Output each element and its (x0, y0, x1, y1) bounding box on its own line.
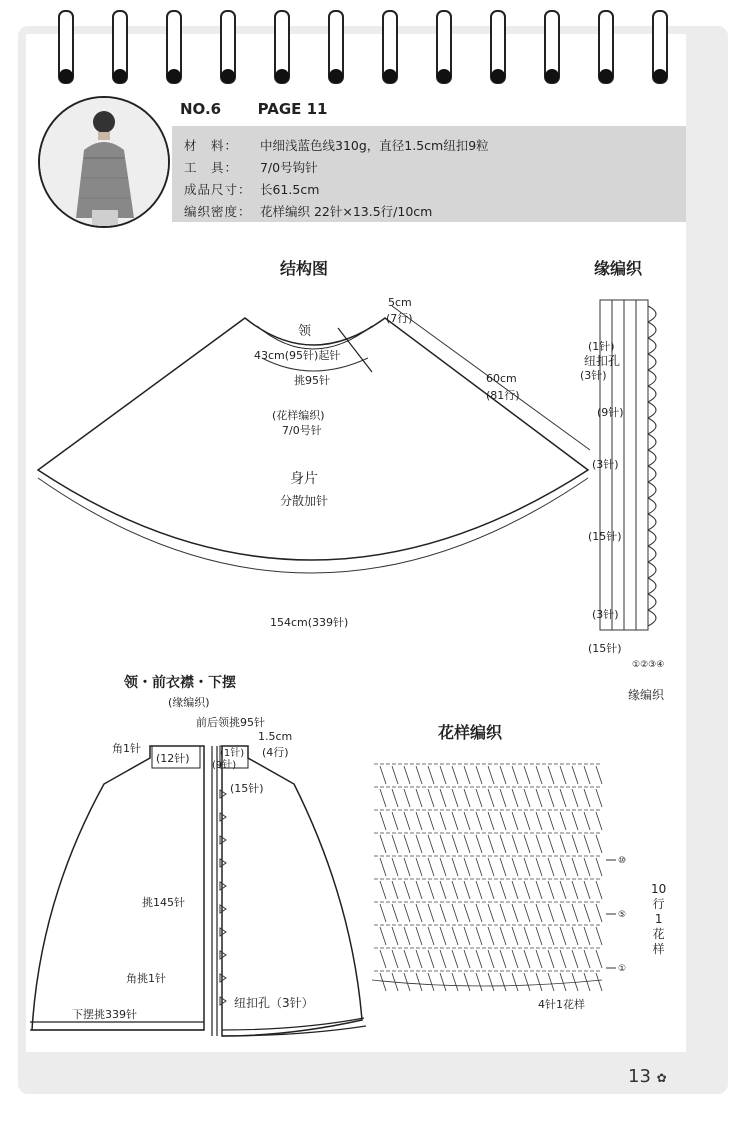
stitch (476, 950, 482, 968)
stitch (500, 789, 506, 807)
stitch (464, 927, 470, 945)
scallop (648, 418, 656, 434)
stitch (560, 927, 566, 945)
collar-9-label: (9针) (212, 760, 237, 771)
info-label: 编织密度： (184, 204, 252, 219)
stitch (392, 950, 398, 968)
stitch (488, 858, 494, 876)
side-dim-cm: 60cm (486, 372, 517, 385)
stitch (476, 858, 482, 876)
stitch (440, 812, 446, 830)
row-marker-10: ⑩ (618, 856, 627, 866)
front-outline (32, 746, 204, 1030)
stitch (404, 812, 410, 830)
stitch (404, 766, 410, 784)
stitch (440, 789, 446, 807)
page-number-text: 13 (628, 1066, 651, 1087)
stitch (560, 950, 566, 968)
scallop (648, 322, 656, 338)
stitch (464, 858, 470, 876)
side-dim-rows: (81行) (486, 389, 520, 402)
stitch (584, 812, 590, 830)
stitch (380, 789, 386, 807)
stitch (500, 766, 506, 784)
stitch (488, 881, 494, 899)
stitch (548, 812, 554, 830)
stitch (584, 927, 590, 945)
stitch (524, 927, 530, 945)
stitch (416, 973, 422, 991)
repeat-stitches-label: 4针1花样 (538, 998, 585, 1011)
stitch (572, 904, 578, 922)
edge-buttonhole-label: 纽扣孔 (584, 354, 621, 368)
stitch (500, 927, 506, 945)
edge-label-15b: (15针) (588, 642, 622, 655)
stitch (452, 927, 458, 945)
stitch (380, 927, 386, 945)
stitch (572, 835, 578, 853)
stitch (560, 858, 566, 876)
stitch (536, 927, 542, 945)
stitch (500, 881, 506, 899)
stitch (404, 858, 410, 876)
stitch (512, 973, 518, 991)
stitch (452, 789, 458, 807)
scallop (648, 514, 656, 530)
edge-label-3b: (3针) (592, 458, 619, 471)
stitch (536, 904, 542, 922)
stitch (476, 812, 482, 830)
stitch (584, 766, 590, 784)
scallop (648, 402, 656, 418)
stitch (452, 881, 458, 899)
stitch (452, 858, 458, 876)
stitch (416, 927, 422, 945)
stitch (500, 904, 506, 922)
stitch (404, 973, 410, 991)
stitch (440, 927, 446, 945)
front-buttonhole-label: 纽扣孔（3针） (234, 996, 314, 1010)
stitch (428, 973, 434, 991)
stitch (500, 812, 506, 830)
stitch (536, 789, 542, 807)
stitch (596, 835, 602, 853)
stitch (596, 766, 602, 784)
edge-bottom-label: 缘编织 (628, 688, 665, 702)
stitch (392, 835, 398, 853)
stitch (548, 904, 554, 922)
stitch (464, 789, 470, 807)
info-label: 工 具： (184, 160, 239, 175)
stitch (560, 904, 566, 922)
stitch (464, 950, 470, 968)
stitch (512, 904, 518, 922)
buttonhole (220, 813, 226, 821)
row-marker-5: ⑤ (618, 910, 627, 920)
stitch (500, 973, 506, 991)
stitch (572, 789, 578, 807)
stitch (380, 766, 386, 784)
stitch (440, 835, 446, 853)
stitch (536, 950, 542, 968)
buttonhole (220, 905, 226, 913)
buttonhole (220, 882, 226, 890)
stitch (536, 835, 542, 853)
stitch (392, 766, 398, 784)
scallop (648, 594, 656, 610)
stitch (416, 904, 422, 922)
stitch (524, 858, 530, 876)
stitch (512, 835, 518, 853)
stitch (380, 904, 386, 922)
stitch (560, 973, 566, 991)
stitch (452, 835, 458, 853)
edge-label-9: (9针) (597, 406, 624, 419)
stitch (440, 904, 446, 922)
info-label: 材 料： (184, 138, 239, 153)
info-value: 7/0号钩针 (259, 160, 318, 175)
stitch (428, 950, 434, 968)
stitch (488, 927, 494, 945)
stitch (548, 950, 554, 968)
stitch (572, 927, 578, 945)
stitch (476, 973, 482, 991)
stitch (584, 973, 590, 991)
flower-icon: ✿ (656, 1071, 667, 1085)
edge-label-1: (1针) (588, 340, 615, 353)
scallop (648, 306, 656, 322)
stitch (596, 789, 602, 807)
stitch (380, 858, 386, 876)
pick-front-back-label: 前后领挑95针 (196, 716, 265, 729)
edge-scallops (648, 306, 656, 626)
stitch (596, 950, 602, 968)
stitch (416, 858, 422, 876)
stitch (596, 812, 602, 830)
edge-label-3c: (3针) (592, 608, 619, 621)
hem-pick-label: 下摆挑339针 (72, 1008, 137, 1021)
buttonhole (220, 997, 226, 1005)
stitch (416, 881, 422, 899)
corner-pick-label: 角挑1针 (126, 972, 166, 985)
stitch (440, 950, 446, 968)
stitch (440, 766, 446, 784)
stitch (452, 766, 458, 784)
stitch (392, 812, 398, 830)
stitch (392, 858, 398, 876)
stitch (560, 766, 566, 784)
stitch (500, 858, 506, 876)
stitch (476, 904, 482, 922)
neck-dim-rows: (7行) (386, 312, 413, 325)
stitch (536, 812, 542, 830)
corner-label: 角1针 (112, 742, 141, 755)
body-label: 身片 (290, 471, 318, 487)
edge-title: 缘编织 (594, 259, 643, 278)
stitch (584, 881, 590, 899)
stitch (548, 881, 554, 899)
stitch (404, 927, 410, 945)
page-number (628, 1066, 667, 1087)
stitch (524, 812, 530, 830)
stitch (464, 835, 470, 853)
stitch (392, 904, 398, 922)
edge-row-numbers: ①②③④ (632, 660, 665, 670)
increase-label: 分散加针 (280, 494, 329, 508)
stitch (572, 766, 578, 784)
stitch (548, 789, 554, 807)
stitch (548, 973, 554, 991)
stitch (392, 881, 398, 899)
stitch (488, 904, 494, 922)
stitch (536, 858, 542, 876)
stitch (416, 950, 422, 968)
stitch (524, 973, 530, 991)
stitch (464, 904, 470, 922)
stitch (440, 973, 446, 991)
info-value: 中细浅蓝色线310g，直径1.5cm纽扣9粒 (259, 138, 489, 153)
scallop (648, 578, 656, 594)
stitch (428, 789, 434, 807)
stitch (512, 950, 518, 968)
stitch (512, 858, 518, 876)
stitch (476, 927, 482, 945)
scallop (648, 610, 656, 626)
stitch (572, 881, 578, 899)
stitch (488, 812, 494, 830)
front-title: 领・前衣襟・下摆 (124, 675, 236, 691)
edge-label-3a: (3针) (580, 369, 607, 382)
stitch (404, 789, 410, 807)
stitch (524, 904, 530, 922)
stitch (404, 950, 410, 968)
stitch (584, 904, 590, 922)
stitch (428, 904, 434, 922)
stitch (488, 789, 494, 807)
scallop (648, 466, 656, 482)
stitch (596, 858, 602, 876)
band-dim-rows: (4行) (262, 746, 289, 759)
stitch (428, 812, 434, 830)
stitch (428, 858, 434, 876)
scallop (648, 386, 656, 402)
stitch (512, 789, 518, 807)
buttonhole (220, 974, 226, 982)
stitch (464, 881, 470, 899)
stitch (464, 766, 470, 784)
stitch (488, 973, 494, 991)
stitch (560, 881, 566, 899)
stitch (488, 766, 494, 784)
stitch (524, 789, 530, 807)
scallop (648, 498, 656, 514)
stitch (416, 835, 422, 853)
scallop (648, 338, 656, 354)
stitch (392, 789, 398, 807)
scallop (648, 546, 656, 562)
page-reference: PAGE 11 (257, 100, 328, 118)
stitch (380, 881, 386, 899)
stitch (524, 881, 530, 899)
row-marker-1: ① (618, 964, 627, 974)
buttonhole (220, 928, 226, 936)
stitch (500, 950, 506, 968)
stitch (476, 789, 482, 807)
stitch (560, 812, 566, 830)
stitch (476, 766, 482, 784)
stitch (380, 835, 386, 853)
lace-stitch-chart (372, 764, 616, 991)
stitch (488, 835, 494, 853)
stitch (488, 950, 494, 968)
stitch (596, 881, 602, 899)
stitch (404, 904, 410, 922)
stitch (416, 812, 422, 830)
scallop (648, 434, 656, 450)
stitch (548, 766, 554, 784)
neck-dim-cm: 5cm (388, 296, 412, 309)
stitch (440, 881, 446, 899)
stitch (548, 835, 554, 853)
stitch (584, 858, 590, 876)
stitch (536, 881, 542, 899)
stitch (380, 973, 386, 991)
stitch (452, 950, 458, 968)
stitch (560, 835, 566, 853)
lace-title: 花样编织 (438, 723, 503, 742)
scallop (648, 482, 656, 498)
scallop (648, 530, 656, 546)
stitch (440, 858, 446, 876)
hook-note: 7/0号针 (282, 424, 322, 437)
stitch (512, 812, 518, 830)
stitch (404, 835, 410, 853)
stitch (584, 950, 590, 968)
pattern-number: NO.6 (180, 100, 222, 118)
stitch (452, 904, 458, 922)
stitch (452, 973, 458, 991)
stitch (536, 766, 542, 784)
info-value: 花样编织 22针×13.5行/10cm (259, 204, 433, 219)
stitch (572, 812, 578, 830)
stitch (416, 766, 422, 784)
pattern-note: (花样编织) (272, 409, 325, 422)
stitch (524, 950, 530, 968)
stitch (404, 881, 410, 899)
scallop (648, 370, 656, 386)
buttonhole (220, 859, 226, 867)
stitch (452, 812, 458, 830)
stitch (596, 973, 602, 991)
stitch (548, 927, 554, 945)
stitch (476, 881, 482, 899)
collar-1-label: (1针) (220, 748, 245, 759)
stitch (416, 789, 422, 807)
stitch (524, 835, 530, 853)
stitch (392, 927, 398, 945)
info-value: 长61.5cm (259, 182, 320, 197)
buttonhole (220, 790, 226, 798)
stitch (464, 812, 470, 830)
buttonhole (220, 951, 226, 959)
stitch (536, 973, 542, 991)
collar-12-label: (12针) (156, 752, 190, 765)
scallop (648, 354, 656, 370)
stitch (500, 835, 506, 853)
bottom-width-label: 154cm(339针) (270, 616, 349, 629)
stitch (380, 950, 386, 968)
stitch (572, 950, 578, 968)
scallop (648, 562, 656, 578)
neck-label: 领 (298, 324, 312, 339)
neck-start-label: 43cm(95针)起针 (254, 349, 341, 362)
scallop (648, 450, 656, 466)
buttonhole-marks (220, 790, 226, 1005)
stitch (584, 835, 590, 853)
stitch (596, 904, 602, 922)
neck-depth-arrow (338, 328, 372, 372)
stitch (428, 766, 434, 784)
repeat-rows-label: 10 行 1 花 样 (651, 882, 667, 956)
stitch (572, 858, 578, 876)
info-label: 成品尺寸： (184, 182, 252, 197)
stitch (476, 835, 482, 853)
buttonhole (220, 836, 226, 844)
stitch (428, 927, 434, 945)
placket-15-label: (15针) (230, 782, 264, 795)
band-dim-cm: 1.5cm (258, 730, 293, 743)
stitch (428, 835, 434, 853)
pick-145-label: 挑145针 (142, 896, 185, 909)
stitch (524, 766, 530, 784)
stitch (512, 881, 518, 899)
stitch (380, 812, 386, 830)
stitch (560, 789, 566, 807)
stitch (548, 858, 554, 876)
stitch (512, 766, 518, 784)
pick-95-label: 挑95针 (294, 374, 330, 387)
stitch (584, 789, 590, 807)
stitch (428, 881, 434, 899)
stitch (512, 927, 518, 945)
edge-label-15a: (15针) (588, 530, 622, 543)
stitch (596, 927, 602, 945)
front-subtitle: (缘编织) (168, 696, 210, 709)
stitch (464, 973, 470, 991)
structure-title: 结构图 (280, 259, 329, 278)
